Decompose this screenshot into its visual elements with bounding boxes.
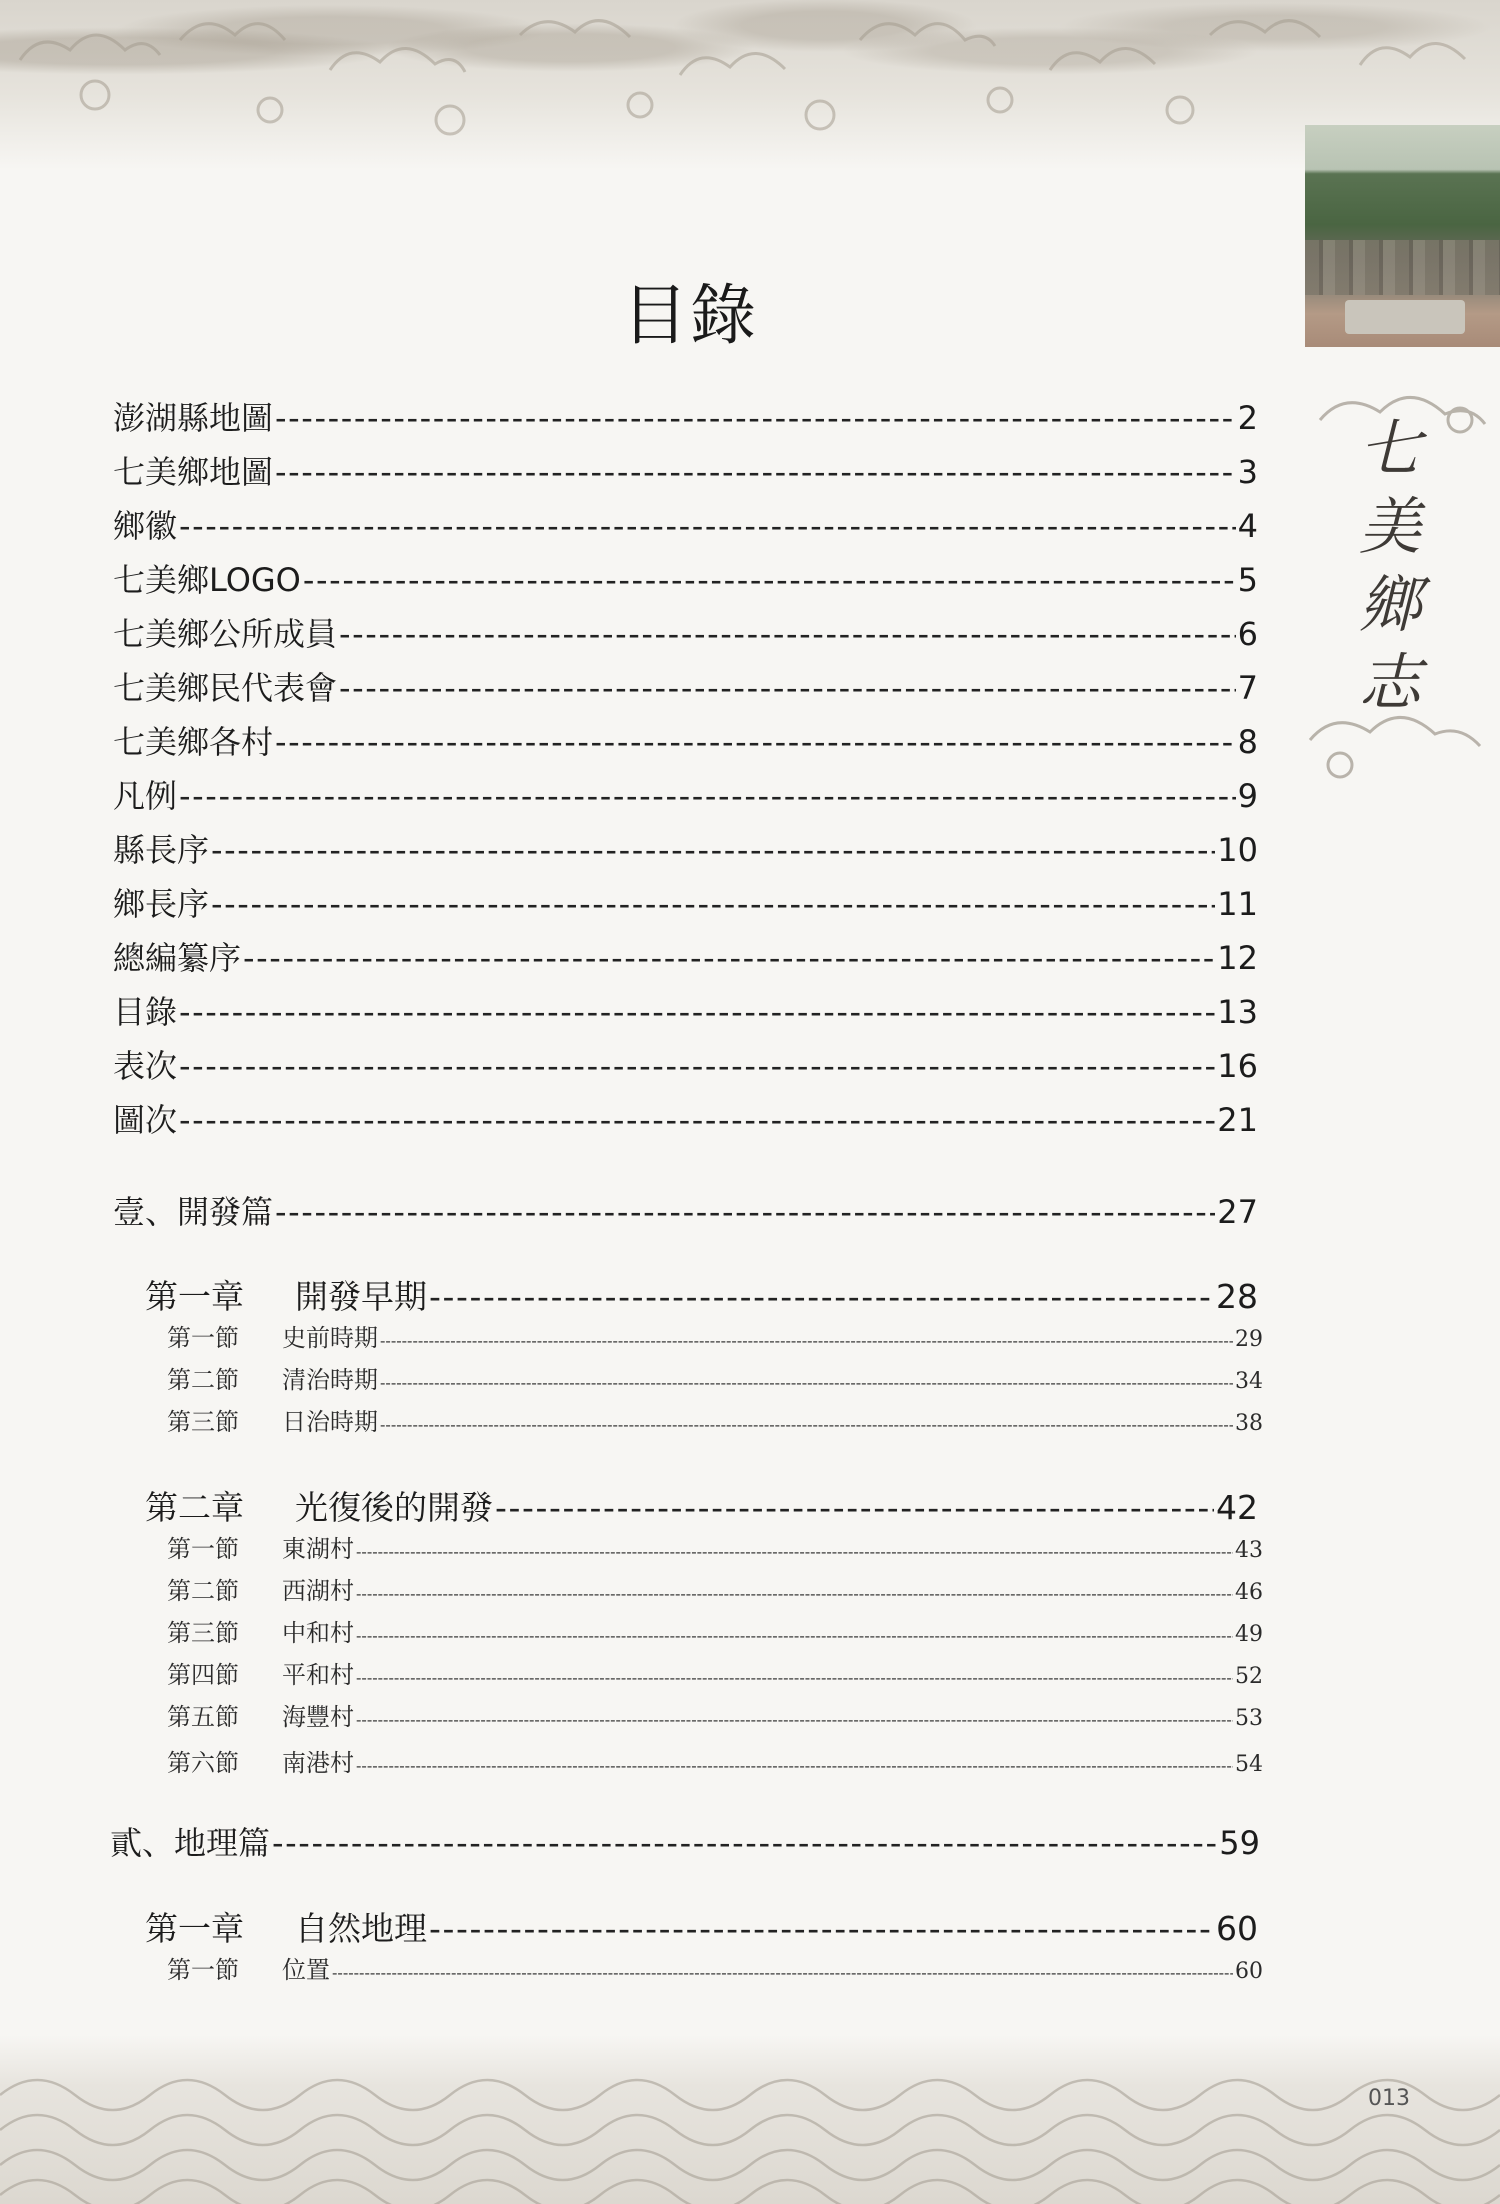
chapter-title: 開發早期 bbox=[295, 1277, 427, 1316]
section-title: 位置 bbox=[282, 1956, 330, 1984]
section-number: 第三節 bbox=[167, 1408, 239, 1436]
dot-leader bbox=[380, 1331, 1233, 1350]
toc-entry-label: 圖次 bbox=[113, 1101, 178, 1139]
dot-leader bbox=[275, 723, 1236, 761]
toc-section[interactable] bbox=[167, 1950, 1263, 1984]
section-title: 平和村 bbox=[282, 1661, 354, 1689]
toc-chapter-label bbox=[145, 1271, 427, 1318]
page-number: 013 bbox=[1368, 2086, 1410, 2111]
toc-entry-label: 縣長序 bbox=[113, 831, 210, 869]
toc-part-page: 27 bbox=[1217, 1193, 1258, 1231]
section-number: 第一節 bbox=[167, 1956, 239, 1984]
toc-entry-page: 7 bbox=[1237, 669, 1258, 707]
toc-section-label bbox=[167, 1402, 378, 1437]
toc-entry-label: 七美鄉地圖 bbox=[113, 453, 274, 491]
toc-section[interactable] bbox=[167, 1743, 1263, 1777]
side-title-char: 鄉 bbox=[1358, 568, 1421, 641]
toc-entry-page: 10 bbox=[1217, 831, 1258, 869]
side-title-char: 美 bbox=[1358, 490, 1421, 563]
dot-leader bbox=[179, 1047, 1215, 1085]
toc-part[interactable] bbox=[113, 1187, 1258, 1231]
section-title: 史前時期 bbox=[282, 1324, 378, 1352]
toc-chapter[interactable] bbox=[145, 1271, 1258, 1316]
toc-entry-page: 9 bbox=[1237, 777, 1258, 815]
toc-entry-page: 6 bbox=[1237, 615, 1258, 653]
toc-section[interactable] bbox=[167, 1402, 1263, 1436]
toc-chapter-page: 28 bbox=[1216, 1277, 1258, 1316]
section-title: 日治時期 bbox=[282, 1408, 378, 1436]
toc-section[interactable] bbox=[167, 1318, 1263, 1352]
toc-chapter-label bbox=[145, 1903, 427, 1950]
vertical-book-title bbox=[1330, 410, 1450, 722]
section-number: 第五節 bbox=[167, 1703, 239, 1731]
toc-entry[interactable] bbox=[113, 717, 1258, 761]
toc-section-page: 38 bbox=[1235, 1411, 1263, 1436]
toc-entry-page: 8 bbox=[1237, 723, 1258, 761]
chapter-title: 自然地理 bbox=[295, 1909, 427, 1948]
dot-leader bbox=[332, 1963, 1233, 1982]
toc-entry-label: 七美鄉各村 bbox=[113, 723, 274, 761]
dot-leader bbox=[356, 1542, 1233, 1561]
toc-section[interactable] bbox=[167, 1571, 1263, 1605]
toc-section-page: 52 bbox=[1235, 1664, 1263, 1689]
dot-leader bbox=[275, 453, 1236, 491]
toc-chapter-page: 60 bbox=[1216, 1909, 1258, 1948]
toc-section-label bbox=[167, 1613, 354, 1648]
section-number: 第三節 bbox=[167, 1619, 239, 1647]
dot-leader bbox=[243, 939, 1215, 977]
toc-entry-label: 七美鄉公所成員 bbox=[113, 615, 338, 653]
dot-leader bbox=[429, 1909, 1214, 1948]
toc-section-page: 29 bbox=[1235, 1327, 1263, 1352]
chapter-number: 第二章 bbox=[145, 1488, 244, 1527]
toc-entry-label: 表次 bbox=[113, 1047, 178, 1085]
toc-entry-label: 澎湖縣地圖 bbox=[113, 399, 274, 437]
wave-pattern-icon bbox=[0, 2035, 1500, 2204]
toc-section-label bbox=[167, 1655, 354, 1690]
toc-entry-label: 鄉長序 bbox=[113, 885, 210, 923]
toc-section-page: 43 bbox=[1235, 1538, 1263, 1563]
toc-part-label: 貳、地理篇 bbox=[110, 1824, 271, 1862]
toc-entry-label: 總編纂序 bbox=[113, 939, 242, 977]
toc-section[interactable] bbox=[167, 1613, 1263, 1647]
dot-leader bbox=[211, 885, 1215, 923]
toc-entry[interactable] bbox=[113, 825, 1258, 869]
toc-section-label bbox=[167, 1697, 354, 1732]
toc-entry[interactable] bbox=[113, 879, 1258, 923]
dot-leader bbox=[339, 615, 1236, 653]
dot-leader bbox=[356, 1756, 1233, 1775]
toc-section[interactable] bbox=[167, 1697, 1263, 1731]
toc-entry[interactable] bbox=[113, 501, 1258, 545]
toc-section-label bbox=[167, 1950, 330, 1985]
section-number: 第一節 bbox=[167, 1535, 239, 1563]
dot-leader bbox=[356, 1668, 1233, 1687]
section-number: 第一節 bbox=[167, 1324, 239, 1352]
section-title: 中和村 bbox=[282, 1619, 354, 1647]
cloud-pattern-icon bbox=[0, 0, 1500, 170]
section-number: 第二節 bbox=[167, 1366, 239, 1394]
toc-section-label bbox=[167, 1743, 354, 1778]
toc-section[interactable] bbox=[167, 1529, 1263, 1563]
section-number: 第六節 bbox=[167, 1749, 239, 1777]
dot-leader bbox=[339, 669, 1236, 707]
toc-chapter[interactable] bbox=[145, 1482, 1258, 1527]
toc-entry-page: 13 bbox=[1217, 993, 1258, 1031]
toc-part-label: 壹、開發篇 bbox=[113, 1193, 274, 1231]
toc-entry-page: 11 bbox=[1217, 885, 1258, 923]
toc-section[interactable] bbox=[167, 1655, 1263, 1689]
section-number: 第四節 bbox=[167, 1661, 239, 1689]
toc-entry-page: 12 bbox=[1217, 939, 1258, 977]
toc-entry[interactable] bbox=[113, 1095, 1258, 1139]
dot-leader bbox=[275, 399, 1236, 437]
toc-entry[interactable] bbox=[113, 447, 1258, 491]
toc-entry-page: 4 bbox=[1237, 507, 1258, 545]
toc-section-page: 34 bbox=[1235, 1369, 1263, 1394]
scenery-photo bbox=[1305, 125, 1500, 347]
section-title: 海豐村 bbox=[282, 1703, 354, 1731]
section-title: 東湖村 bbox=[282, 1535, 354, 1563]
toc-entry[interactable] bbox=[113, 609, 1258, 653]
page-title: 目錄 bbox=[622, 277, 758, 354]
toc-chapter-label bbox=[145, 1482, 493, 1529]
toc-chapter[interactable] bbox=[145, 1903, 1258, 1948]
toc-entry[interactable] bbox=[113, 393, 1258, 437]
toc-entry[interactable] bbox=[113, 771, 1258, 815]
toc-entry-page: 5 bbox=[1237, 561, 1258, 599]
toc-entry[interactable] bbox=[113, 555, 1258, 599]
toc-entry[interactable] bbox=[113, 663, 1258, 707]
dot-leader bbox=[179, 1101, 1215, 1139]
dot-leader bbox=[179, 777, 1236, 815]
toc-entry-page: 3 bbox=[1237, 453, 1258, 491]
section-number: 第二節 bbox=[167, 1577, 239, 1605]
toc-section-label bbox=[167, 1360, 378, 1395]
toc-section-page: 54 bbox=[1235, 1752, 1263, 1777]
toc-entry-page: 2 bbox=[1237, 399, 1258, 437]
toc-entry-page: 21 bbox=[1217, 1101, 1258, 1139]
dot-leader bbox=[356, 1584, 1233, 1603]
chapter-title: 光復後的開發 bbox=[295, 1488, 493, 1527]
dot-leader bbox=[275, 1193, 1215, 1231]
toc-entry-label: 鄉徽 bbox=[113, 507, 178, 545]
toc-section-page: 49 bbox=[1235, 1622, 1263, 1647]
section-title: 南港村 bbox=[282, 1749, 354, 1777]
toc-section-label bbox=[167, 1318, 378, 1353]
section-title: 清治時期 bbox=[282, 1366, 378, 1394]
dot-leader bbox=[380, 1373, 1233, 1392]
chapter-number: 第一章 bbox=[145, 1909, 244, 1948]
dot-leader bbox=[495, 1488, 1214, 1527]
toc-section[interactable] bbox=[167, 1360, 1263, 1394]
toc-section-page: 46 bbox=[1235, 1580, 1263, 1605]
dot-leader bbox=[429, 1277, 1214, 1316]
dot-leader bbox=[303, 561, 1236, 599]
toc-part[interactable] bbox=[110, 1818, 1260, 1862]
toc-entry-label: 凡例 bbox=[113, 777, 178, 815]
dot-leader bbox=[179, 507, 1236, 545]
toc-entry-label: 目錄 bbox=[113, 993, 178, 1031]
toc-part-page: 59 bbox=[1219, 1824, 1260, 1862]
toc-entry-label: 七美鄉民代表會 bbox=[113, 669, 338, 707]
dot-leader bbox=[211, 831, 1215, 869]
toc-entry-label: 七美鄉LOGO bbox=[113, 561, 301, 599]
toc-entry-page: 16 bbox=[1217, 1047, 1258, 1085]
dot-leader bbox=[356, 1710, 1233, 1729]
section-title: 西湖村 bbox=[282, 1577, 354, 1605]
side-title-char: 志 bbox=[1358, 646, 1421, 719]
toc-entry[interactable] bbox=[113, 933, 1258, 977]
toc-section-page: 60 bbox=[1235, 1959, 1263, 1984]
side-title-char: 七 bbox=[1358, 412, 1421, 485]
dot-leader bbox=[356, 1626, 1233, 1645]
toc-section-label bbox=[167, 1571, 354, 1606]
dot-leader bbox=[380, 1415, 1233, 1434]
toc-entry[interactable] bbox=[113, 987, 1258, 1031]
toc-section-page: 53 bbox=[1235, 1706, 1263, 1731]
dot-leader bbox=[272, 1824, 1217, 1862]
chapter-number: 第一章 bbox=[145, 1277, 244, 1316]
toc-entry[interactable] bbox=[113, 1041, 1258, 1085]
toc-chapter-page: 42 bbox=[1216, 1488, 1258, 1527]
dot-leader bbox=[179, 993, 1215, 1031]
toc-section-label bbox=[167, 1529, 354, 1564]
